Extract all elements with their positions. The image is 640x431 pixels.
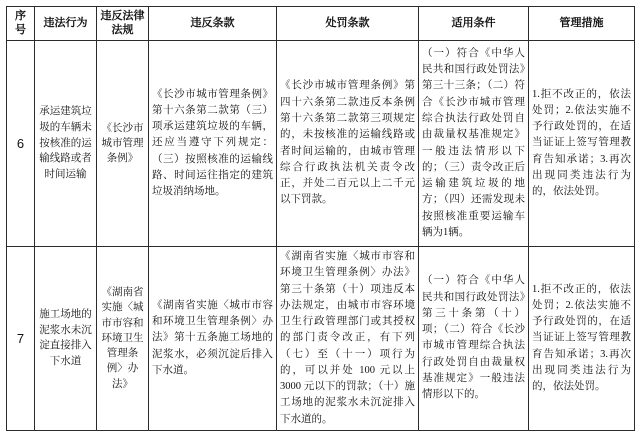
- row-applicable-condition: （一）符合《中华人民共和国行政处罚法》第三十条第（十）项；（二）符合《长沙市城市管理综合执法行政处罚自由裁量权基准规定》一般违法情形以下的。: [419, 247, 529, 431]
- row-sequence-number: 7: [7, 247, 35, 431]
- row-violated-clause: 《湖南省实施〈城市市容和环境卫生管理条例〉办法》第十五条施工场地的泥浆水，必须沉淀后排入下水道。: [149, 247, 277, 431]
- row-penalty-clause: 《长沙市城市管理条例》第四十六条第二款违反本条例第十六条第二款第三项规定的，未按核准的运输线路或者时间运输的，由城市管理综合行政执法机关责令改正，并处二百元以上二千元以下罚款。: [277, 41, 419, 247]
- column-header-law: 违反法律法规: [97, 7, 149, 41]
- table-header: [7, 7, 635, 41]
- row-violated-clause: 《长沙市城市管理条例》第十六条第二款第（三）项承运建筑垃圾的车辆，还应当遵守下列规定：（三）按照核准的运输线路、时间运往指定的建筑垃圾消纳场地。: [149, 41, 277, 247]
- row-sequence-number: 6: [7, 41, 35, 247]
- row-violation-act: 施工场地的泥浆水未沉淀直接排入下水道: [35, 247, 97, 431]
- column-header-violated-clause: 违反条款: [149, 7, 277, 41]
- row-law: 《长沙市城市管理条例》: [97, 41, 149, 247]
- row-violation-act: 承运建筑垃圾的车辆未按核准的运输线路或者时间运输: [35, 41, 97, 247]
- table-row: [7, 247, 635, 431]
- table-body: [7, 41, 635, 431]
- table-row: [7, 41, 635, 247]
- column-header-applicable-condition: 适用条件: [419, 7, 529, 41]
- row-applicable-condition: （一）符合《中华人民共和国行政处罚法》第三十三条；（二）符合《长沙市城市管理综合执法行政处罚自由裁量权基准规定》一般违法情形以下的；（三）责令改正后运输建筑垃圾的地方；（四）还需发现未按照核准重要运输车辆为1辆。: [419, 41, 529, 247]
- row-management-measure: 1.拒不改正的，依法处罚；2.依法实施不予行政处罚的，在适当证证上签写管理教育告知承诺；3.再次出现同类违法行为的，依法处罚。: [529, 41, 635, 247]
- table-header-row: [7, 7, 635, 41]
- row-management-measure: 1.拒不改正的，依法处罚；2.依法实施不予行政处罚的，在适当证证上签写管理教育告知承诺；3.再次出现同类违法行为的，依法处罚。: [529, 247, 635, 431]
- regulation-table: [6, 6, 635, 431]
- row-law: 《湖南省实施〈城市市容和环境卫生管理条例〉办法》: [97, 247, 149, 431]
- column-header-management-measure: 管理措施: [529, 7, 635, 41]
- column-header-penalty-clause: 处罚条款: [277, 7, 419, 41]
- column-header-seq: 序号: [7, 7, 35, 41]
- row-penalty-clause: 《湖南省实施〈城市市容和环境卫生管理条例〉办法》第三十条第（十）项违反本办法规定，由城市市容环境卫生行政管理部门或其授权的部门责令改正，有下列（七）至（十一）项行为的，可以并处 100 元以上 3000 元以下的罚款；（十）施工场地的泥浆水未沉淀排入下水道的。: [277, 247, 419, 431]
- column-header-violation-act: 违法行为: [35, 7, 97, 41]
